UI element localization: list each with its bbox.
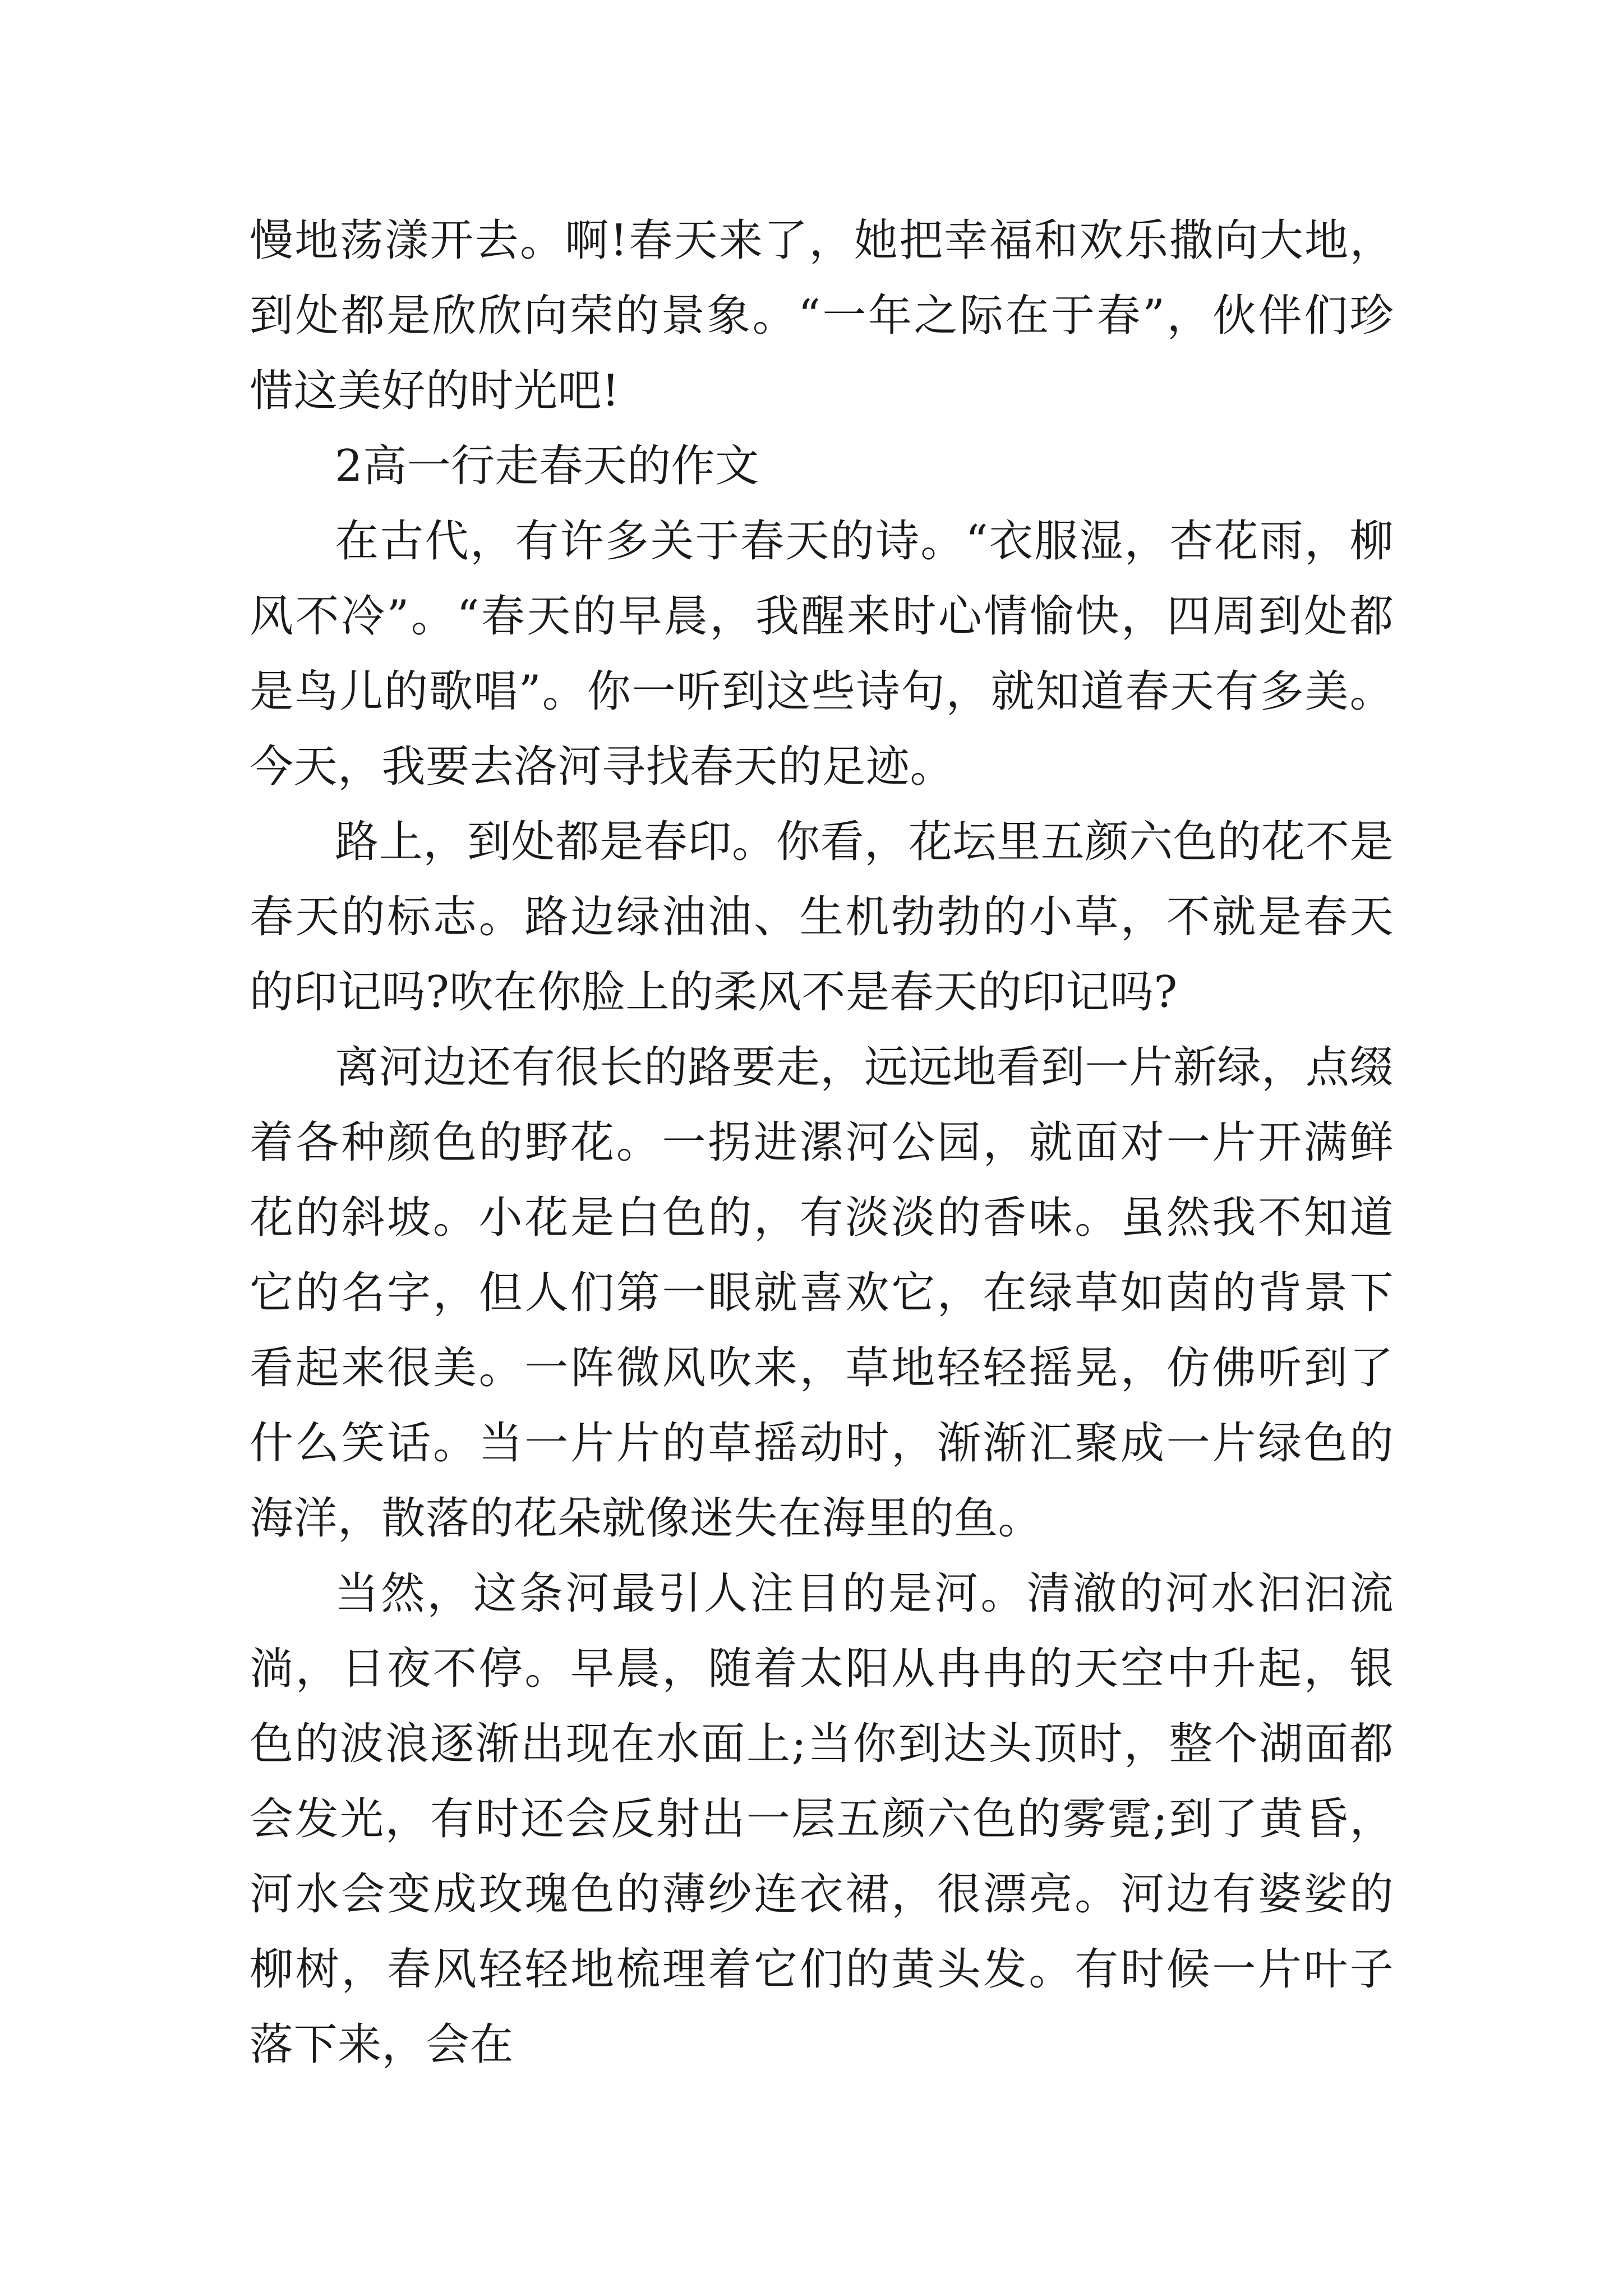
paragraph: 路上，到处都是春印。你看，花坛里五颜六色的花不是春天的标志。路边绿油油、生机勃勃的小草，不就是春天的印记吗?吹在你脸上的柔风不是春天的印记吗? <box>250 817 1394 1018</box>
document-body <box>250 203 1394 2082</box>
paragraph: 在古代，有许多关于春天的诗。“衣服湿，杏花雨，柳风不冷”。“春天的早晨，我醒来时心情愉快，四周到处都是鸟儿的歌唱”。你一听到这些诗句，就知道春天有多美。今天，我要去洛河寻找春天的足迹。 <box>250 516 1394 792</box>
paragraph-continuation: 慢地荡漾开去。啊!春天来了，她把幸福和欢乐撒向大地，到处都是欣欣向荣的景象。“一年之际在于春”，伙伴们珍惜这美好的时光吧! <box>250 215 1394 416</box>
section-heading: 2高一行走春天的作文 <box>335 441 759 491</box>
paragraph: 离河边还有很长的路要走，远远地看到一片新绿，点缀着各种颜色的野花。一拐进漯河公园，就面对一片开满鲜花的斜坡。小花是白色的，有淡淡的香味。虽然我不知道它的名字，但人们第一眼就喜欢它，在绿草如茵的背景下看起来很美。一阵微风吹来，草地轻轻摇晃，仿佛听到了什么笑话。当一片片的草摇动时，渐渐汇聚成一片绿色的海洋，散落的花朵就像迷失在海里的鱼。 <box>250 1042 1394 1544</box>
paragraph: 当然，这条河最引人注目的是河。清澈的河水汩汩流淌，日夜不停。早晨，随着太阳从冉冉的天空中升起，银色的波浪逐渐出现在水面上;当你到达头顶时，整个湖面都会发光，有时还会反射出一层五颜六色的雾霓;到了黄昏，河水会变成玫瑰色的薄纱连衣裙，很漂亮。河边有婆娑的柳树，春风轻轻地梳理着它们的黄头发。有时候一片叶子落下来，会在 <box>250 1568 1394 2070</box>
